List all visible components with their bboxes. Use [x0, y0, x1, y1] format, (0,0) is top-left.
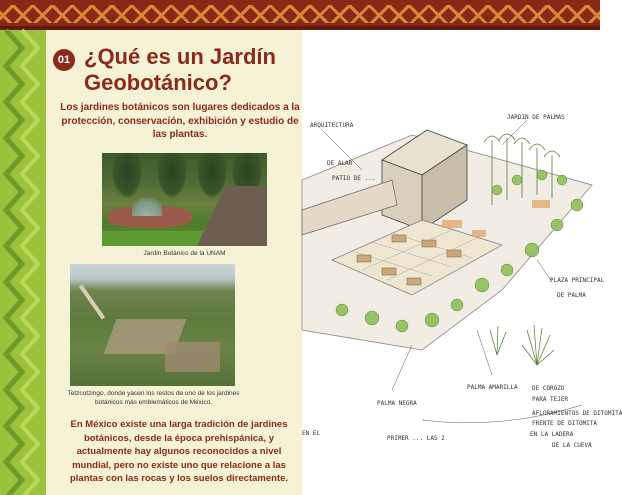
photo-caption: Tetzcotzingo, donde yacen los restos de uno de los jardines botánicos más emblemáticos de México.: [67, 390, 240, 406]
sketch-note: PLAZA PRINCIPAL: [550, 277, 605, 284]
ruins-shape: [165, 342, 220, 372]
sketch-note: PATIO DE ...: [332, 175, 376, 182]
architectural-sketch: [302, 30, 622, 495]
sketch-note: EN LA LADERA: [530, 431, 574, 438]
top-decorative-border: [0, 0, 600, 30]
sketch-note: DE ALAR: [327, 160, 353, 167]
sketch-note: PARA TEJER: [532, 396, 569, 403]
sketch-note: DE COROZO: [532, 385, 565, 392]
zigzag-pattern: [0, 30, 46, 495]
photo-jardin-botanico-unam: [102, 153, 267, 246]
lawn-shape: [102, 231, 212, 246]
body-paragraph: En México existe una larga tradición de jardines botánicos, desde la época prehispánica, y actualmente hay algunos reconocidos a nivel mundial, pero no existe uno que relacione a las plantas con las rocas y los suelos directamente.: [69, 419, 289, 485]
sketch-note: JARDIN DE PALMAS: [507, 114, 565, 121]
sketch-note: AFLORAMIENTOS DE DITOMITA: [532, 410, 622, 417]
sketch-note: FRENTE DE DITOMITA: [532, 420, 598, 427]
photo-tetzcotzingo: [70, 264, 235, 386]
border-pattern: [0, 5, 600, 23]
intro-paragraph: Los jardines botánicos son lugares dedicados a la protección, conservación, exhibición y estudio de las plantas.: [60, 102, 300, 140]
tree-shape: [197, 153, 227, 198]
sketch-note: ARQUITECTURA: [310, 122, 354, 129]
sketch-note: DE LA CUEVA: [552, 442, 592, 449]
sketch-note: PALMA NEGRA: [377, 400, 417, 407]
section-number-badge: 01: [53, 49, 75, 71]
sketch-note: DE PALMA: [557, 292, 586, 299]
page-title: ¿Qué es un Jardín Geobotánico?: [84, 44, 276, 95]
sketch-note: PRIMER ... LAS 2: [387, 435, 445, 442]
sketch-note: EN EL: [302, 430, 321, 437]
road-shape: [79, 284, 105, 319]
left-zigzag-stripe: [0, 30, 46, 495]
agave-shape: [132, 192, 162, 216]
sketch-note: PALMA AMARILLA: [467, 384, 518, 391]
photo-caption: Jardín Botánico de la UNAM: [143, 250, 226, 257]
